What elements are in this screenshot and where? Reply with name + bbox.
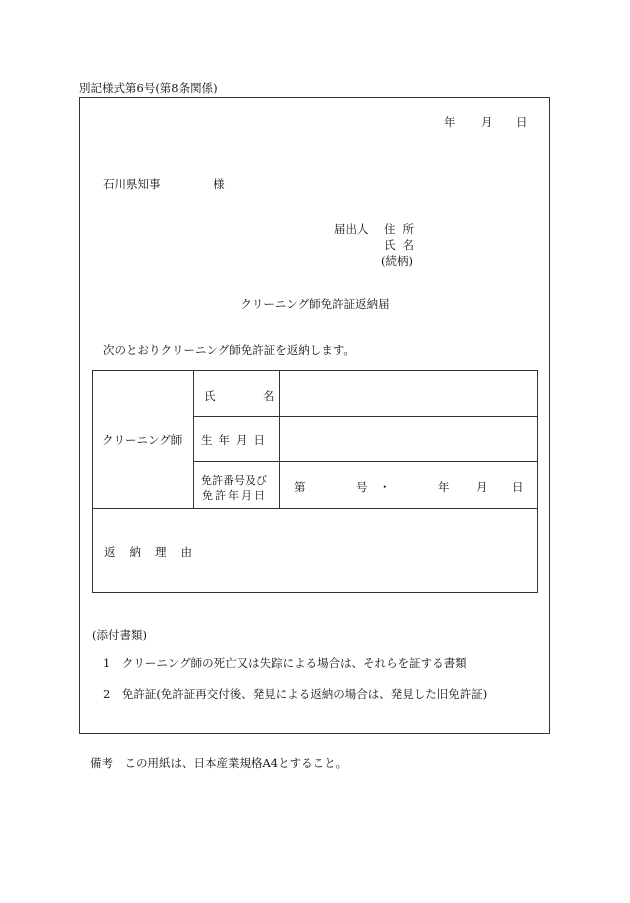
license-date-day: 日 [512,480,524,494]
table-divider [92,508,538,509]
return-reason-label: 返納理由 [104,545,206,559]
addressee-suffix: 様 [213,177,225,191]
attachment-item: 2 免許証(免許証再交付後、発見による返納の場合は、発見した旧免許証) [103,687,488,701]
relationship-label: (続柄) [381,254,413,268]
license-number-prefix: 第 [294,480,306,494]
name-row-label: 名 [263,389,275,403]
document-title: クリーニング師免許証返納届 [240,297,390,311]
date-year: 年 [444,115,456,129]
license-date-year: 年 [438,480,450,494]
license-row-label: 免許番号及び [201,474,267,487]
intro-text: 次のとおりクリーニング師免許証を返納します。 [103,343,355,357]
date-day: 日 [516,115,528,129]
license-number-suffix: 号 [356,480,368,494]
table-divider [193,461,538,462]
cleaner-section-label: クリーニング師 [102,433,183,447]
table-divider [193,416,538,417]
birthdate-row-label: 生年月日 [201,433,271,447]
table-divider [279,370,280,508]
applicant-label: 届出人 [334,222,369,236]
separator-dot: ・ [379,480,391,494]
attachment-item: 1 クリーニング師の死亡又は失踪による場合は、それらを証する書類 [103,656,467,670]
addressee: 石川県知事 [103,177,161,191]
attachments-title: (添付書類) [92,628,147,642]
name-row-label: 氏 [204,389,216,403]
applicant-name-label: 氏名 [384,238,421,252]
license-date-month: 月 [476,480,488,494]
table-divider [193,370,194,508]
date-month: 月 [481,115,493,129]
form-number-label: 別記様式第6号(第8条関係) [79,81,218,95]
remarks-note: 備考 この用紙は、日本産業規格A4とすること。 [90,756,348,770]
license-row-label: 免許年月日 [202,489,267,502]
address-label: 住所 [384,222,421,236]
